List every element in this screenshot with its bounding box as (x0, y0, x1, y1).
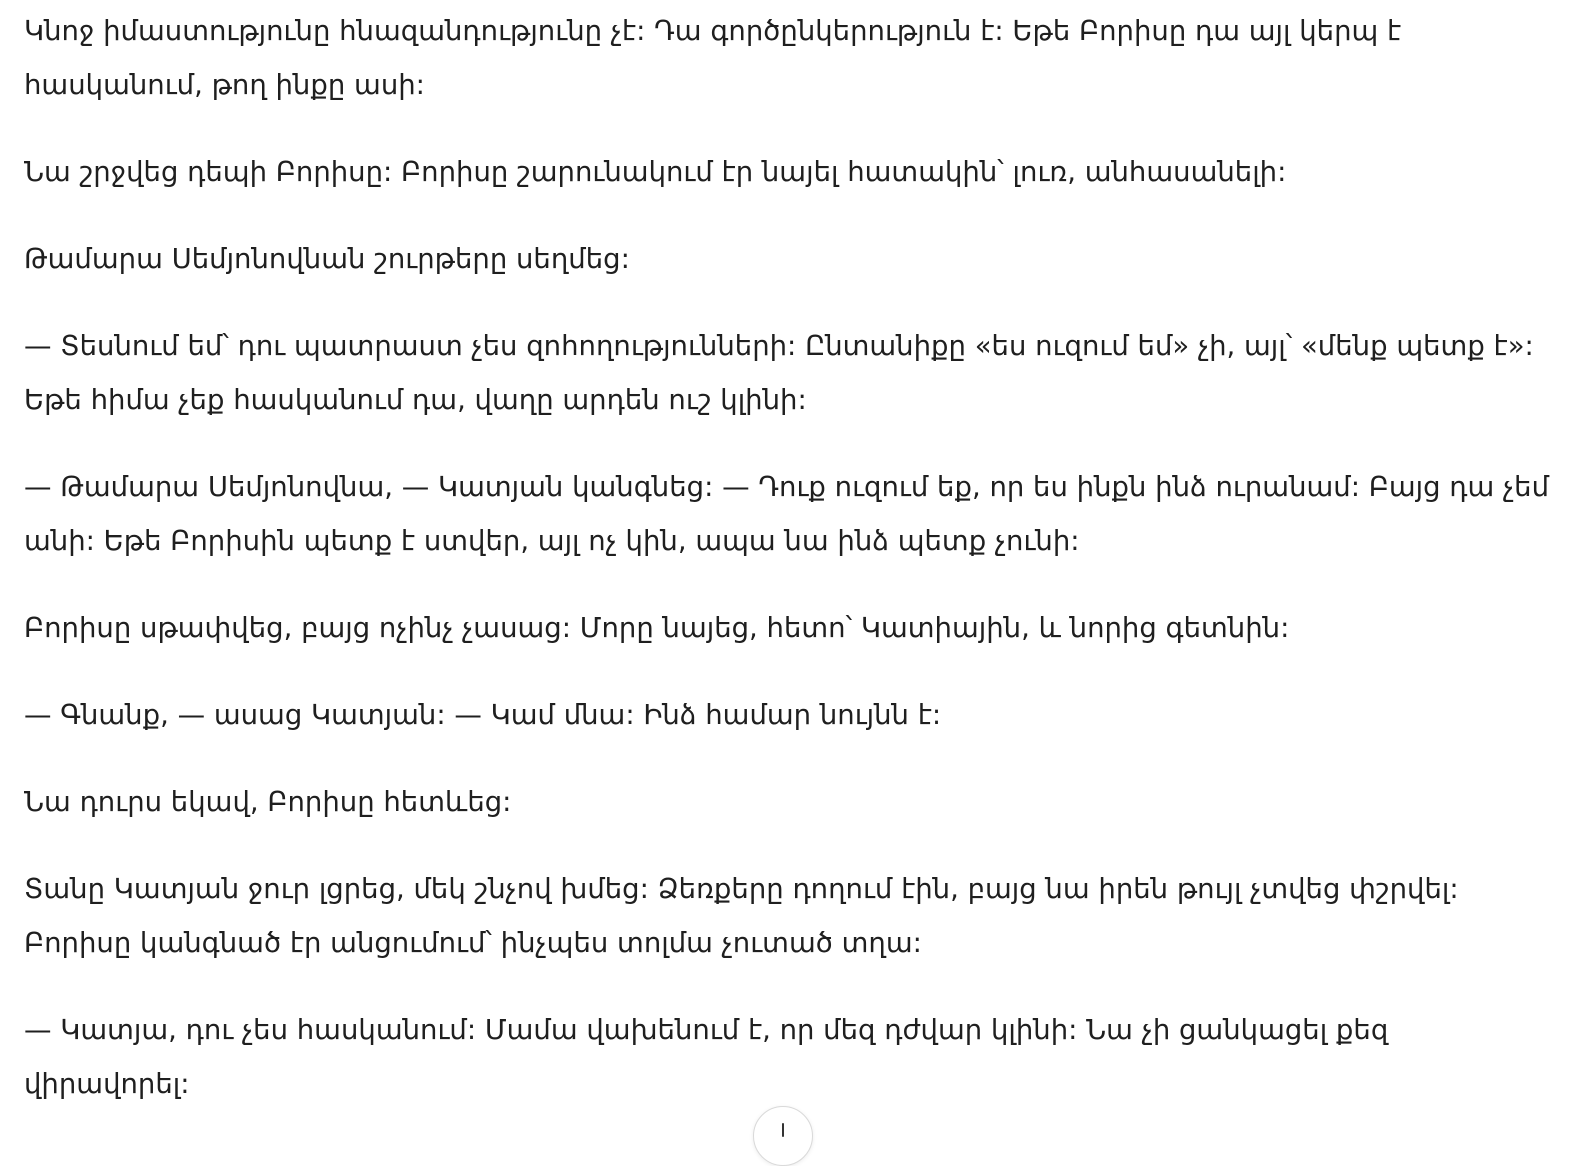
paragraph: Նա շրջվեց դեպի Բորիսը: Բորիսը շարունակում էր նայել հատակին՝ լուռ, անհասանելի: (24, 156, 1287, 188)
paragraph: Բորիսը սթափվեց, բայց ոչինչ չասաց: Մորը նայեց, հետո՝ Կատիային, և նորից գետնին: (24, 612, 1290, 644)
paragraph: — Գնանք, — ասաց Կատյան: — Կամ մնա: Ինձ համար նույնն է: (24, 699, 942, 731)
paragraph: — Թամարա Սեմյոնովնա, — Կատյան կանգնեց: — Դուք ուզում եք, որ ես ինքն ինձ ուրանամ: Բայց դա չեմ անի: Եթե Բորիսին պետք է ստվեր, այլ ոչ կին, ապա նա ինձ պետք չունի: (24, 471, 1550, 557)
article-body (24, 4, 1554, 1144)
paragraph: — Տեսնում եմ՝ դու պատրաստ չես զոհողությունների: Ընտանիքը «ես ուզում եմ» չի, այլ՝ «մենք պետք է»: Եթե հիմա չեք հասկանում դա, վաղը արդեն ուշ կլինի: (24, 330, 1534, 416)
paragraph: — Կատյա, դու չես հասկանում: Մամա վախենում է, որ մեզ դժվար կլինի: Նա չի ցանկացել քեզ վիրավորել: (24, 1014, 1389, 1100)
paragraph: Նա դուրս եկավ, Բորիսը հետևեց: (24, 786, 512, 818)
arrow-down-icon (782, 1123, 784, 1137)
paragraph: Կնոջ իմաստությունը հնազանդությունը չէ: Դա գործընկերություն է: Եթե Բորիսը դա այլ կերպ է հասկանում, թող ինքը ասի: (24, 15, 1402, 101)
paragraph: Թամարա Սեմյոնովնան շուրթերը սեղմեց: (24, 243, 630, 275)
paragraph: Տանը Կատյան ջուր լցրեց, մեկ շնչով խմեց: Ձեռքերը դողում էին, բայց նա իրեն թույլ չտվեց փշրվել: Բորիսը կանգնած էր անցումում՝ ինչպես տոլմա չուտած տղա: (24, 873, 1459, 959)
scroll-to-bottom-button[interactable] (753, 1106, 813, 1166)
